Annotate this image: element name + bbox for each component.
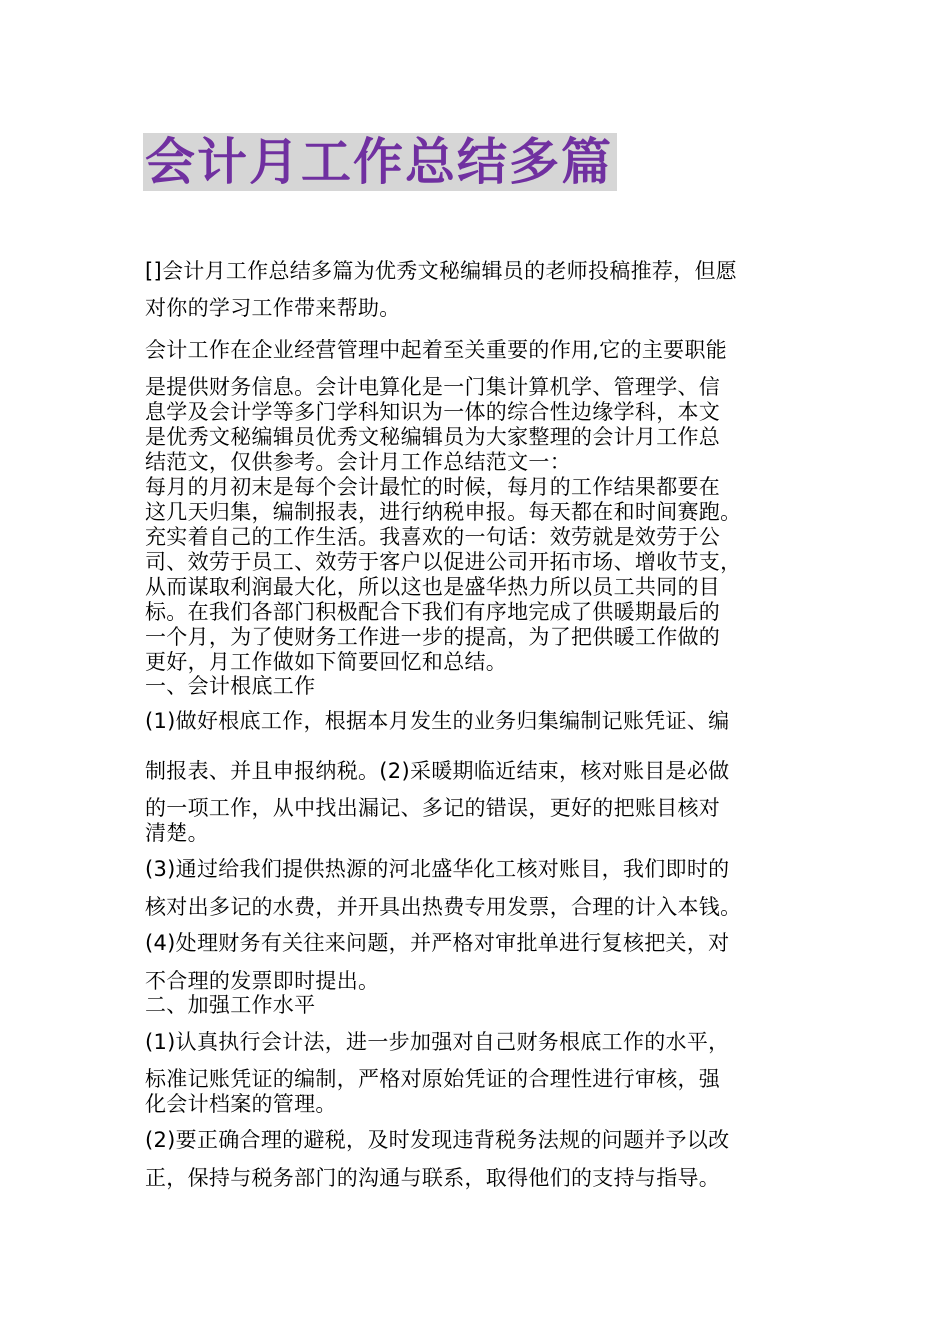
paragraph-line: 正，保持与税务部门的沟通与联系，取得他们的支持与指导。	[145, 1166, 721, 1190]
paragraph-line: 更好，月工作做如下简要回忆和总结。	[145, 650, 508, 674]
paragraph-line: 是提供财务信息。会计电算化是一门集计算机学、管理学、信	[145, 375, 721, 399]
paragraph-line: 息学及会计学等多门学科知识为一体的综合性边缘学科，本文	[145, 400, 721, 424]
paragraph-line: 核对出多记的水费，并开具出热费专用发票，合理的计入本钱。	[145, 895, 742, 919]
paragraph-line: 化会计档案的管理。	[145, 1092, 337, 1116]
section-heading: 一、会计根底工作	[145, 674, 316, 698]
paragraph-line: 标。在我们各部门积极配合下我们有序地完成了供暖期最后的	[145, 600, 721, 624]
paragraph-line: (2)要正确合理的避税，及时发现违背税务法规的问题并予以改	[145, 1128, 730, 1152]
paragraph-line: (4)处理财务有关往来问题，并严格对审批单进行复核把关，对	[145, 931, 730, 955]
paragraph-line: 制报表、并且申报纳税。(2)采暖期临近结束，核对账目是必做	[145, 759, 730, 783]
paragraph-line: 会计工作在企业经营管理中起着至关重要的作用,它的主要职能	[145, 338, 728, 362]
paragraph-line: (1)认真执行会计法，进一步加强对自己财务根底工作的水平，	[145, 1030, 730, 1054]
paragraph-line: 结范文，仅供参考。会计月工作总结范文一：	[145, 450, 571, 474]
paragraph-line: (3)通过给我们提供热源的河北盛华化工核对账目，我们即时的	[145, 857, 730, 881]
paragraph-line: 司、效劳于员工、效劳于客户以促进公司开拓市场、增收节支，	[145, 550, 742, 574]
section-heading: 二、加强工作水平	[145, 993, 316, 1017]
paragraph-line: 从而谋取利润最大化，所以这也是盛华热力所以员工共同的目	[145, 575, 721, 599]
paragraph-line: 每月的月初末是每个会计最忙的时候，每月的工作结果都要在	[145, 475, 721, 499]
paragraph-line: 标准记账凭证的编制，严格对原始凭证的合理性进行审核，强	[145, 1067, 721, 1091]
paragraph-line: 对你的学习工作带来帮助。	[145, 296, 401, 320]
paragraph-line: (1)做好根底工作，根据本月发生的业务归集编制记账凭证、编	[145, 709, 730, 733]
paragraph-line: 充实着自己的工作生活。我喜欢的一句话：效劳就是效劳于公	[145, 525, 721, 549]
paragraph-line: 一个月，为了使财务工作进一步的提高，为了把供暖工作做的	[145, 625, 721, 649]
paragraph-line: 这几天归集，编制报表，进行纳税申报。每天都在和时间赛跑。	[145, 500, 742, 524]
paragraph-line: 清楚。	[145, 821, 209, 845]
paragraph-line: 是优秀文秘编辑员优秀文秘编辑员为大家整理的会计月工作总	[145, 425, 721, 449]
document-title: 会计月工作总结多篇	[143, 133, 617, 191]
paragraph-line: 不合理的发票即时提出。	[145, 969, 380, 993]
paragraph-line: 的一项工作，从中找出漏记、多记的错误，更好的把账目核对	[145, 796, 721, 820]
paragraph-line: []会计月工作总结多篇为优秀文秘编辑员的老师投稿推荐，但愿	[145, 259, 738, 283]
